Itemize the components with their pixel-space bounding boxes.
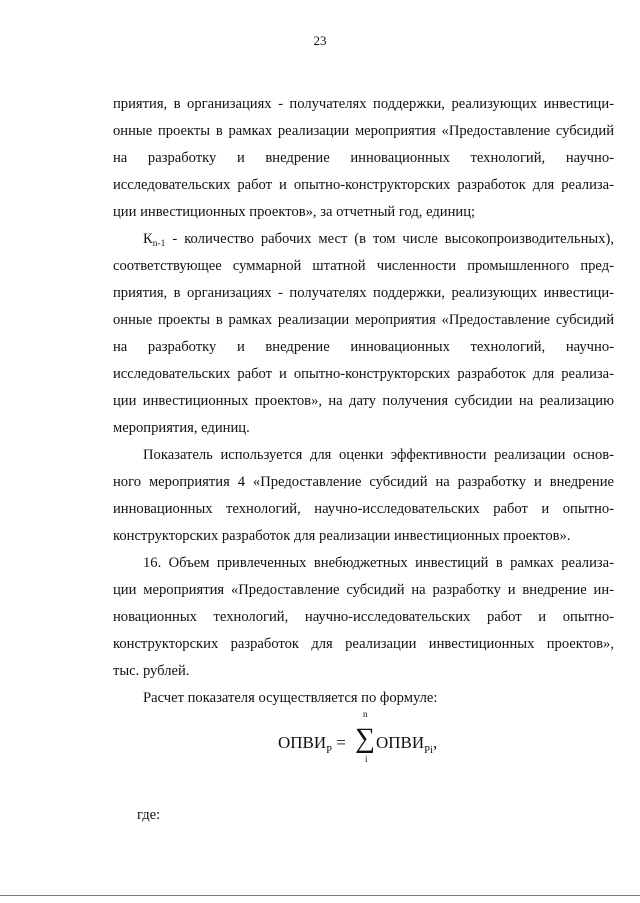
text-line: на разработку и внедрение инновационных технологий, научно- bbox=[113, 339, 614, 355]
text-line: приятия, в организациях - получателях поддержки, реализующих инвестици- bbox=[113, 285, 614, 301]
formula-lhs-subscript: Р bbox=[326, 745, 333, 756]
k-subscript: n-1 bbox=[152, 239, 166, 249]
text-line: исследовательских работ и опытно-конструкторских разработок для реализа- bbox=[113, 366, 614, 382]
text-line: мероприятия, единиц. bbox=[113, 420, 250, 436]
text-line: конструкторских разработок для реализации инвестиционных проектов», bbox=[113, 636, 614, 652]
formula-rhs-symbol: ОПВИ bbox=[376, 733, 425, 752]
formula-rhs-subscript: Рi bbox=[424, 745, 433, 756]
formula-lhs bbox=[278, 733, 346, 756]
page-number: 23 bbox=[313, 33, 327, 48]
text-line: ции инвестиционных проектов», за отчетный год, единиц; bbox=[113, 204, 476, 220]
text-line: приятия, в организациях - получателях поддержки, реализующих инвестици- bbox=[113, 96, 614, 112]
text-line: онные проекты в рамках реализации мероприятия «Предоставление субсидий bbox=[113, 123, 614, 139]
text-line: 16. Объем привлеченных внебюджетных инвестиций в рамках реализа- bbox=[143, 555, 614, 571]
text-line: соответствующее суммарной штатной численности промышленного пред- bbox=[113, 258, 614, 274]
text-line: Расчет показателя осуществляется по формуле: bbox=[143, 690, 438, 706]
footer-divider bbox=[0, 895, 640, 896]
text-line: где: bbox=[137, 807, 161, 823]
sum-lower-limit: i bbox=[365, 754, 368, 764]
formula-equals: = bbox=[332, 733, 346, 752]
definition-k-line bbox=[143, 229, 614, 251]
formula-lhs-symbol: ОПВИ bbox=[278, 733, 327, 752]
formula-comma: , bbox=[432, 733, 438, 752]
text-line: онные проекты в рамках реализации мероприятия «Предоставление субсидий bbox=[113, 312, 614, 328]
text-line: тыс. рублей. bbox=[113, 663, 190, 679]
text-line: инновационных технологий, научно-исследовательских работ и опытно- bbox=[113, 501, 614, 517]
text-line: ции мероприятия «Предоставление субсидий на разработку и внедрение ин- bbox=[113, 582, 614, 598]
text-line: ции инвестиционных проектов», на дату получения субсидии на реализацию bbox=[113, 393, 614, 409]
text-line: на разработку и внедрение инновационных технологий, научно- bbox=[113, 150, 614, 166]
text-line: ного мероприятия 4 «Предоставление субсидий на разработку и внедрение bbox=[113, 474, 614, 490]
k-definition: - количество рабочих мест (в том числе высокопроизводительных), bbox=[165, 231, 614, 247]
text-line: новационных технологий, научно-исследовательских работ и опытно- bbox=[113, 609, 614, 625]
formula-rhs bbox=[376, 733, 438, 756]
text-line: конструкторских разработок для реализации инвестиционных проектов». bbox=[113, 528, 571, 544]
text-line: исследовательских работ и опытно-конструкторских разработок для реализа- bbox=[113, 177, 614, 193]
sum-upper-limit: n bbox=[363, 709, 368, 719]
sum-sign: ∑ bbox=[355, 723, 375, 754]
text-line: Показатель используется для оценки эффективности реализации основ- bbox=[143, 447, 614, 463]
k-symbol: К bbox=[143, 231, 153, 247]
